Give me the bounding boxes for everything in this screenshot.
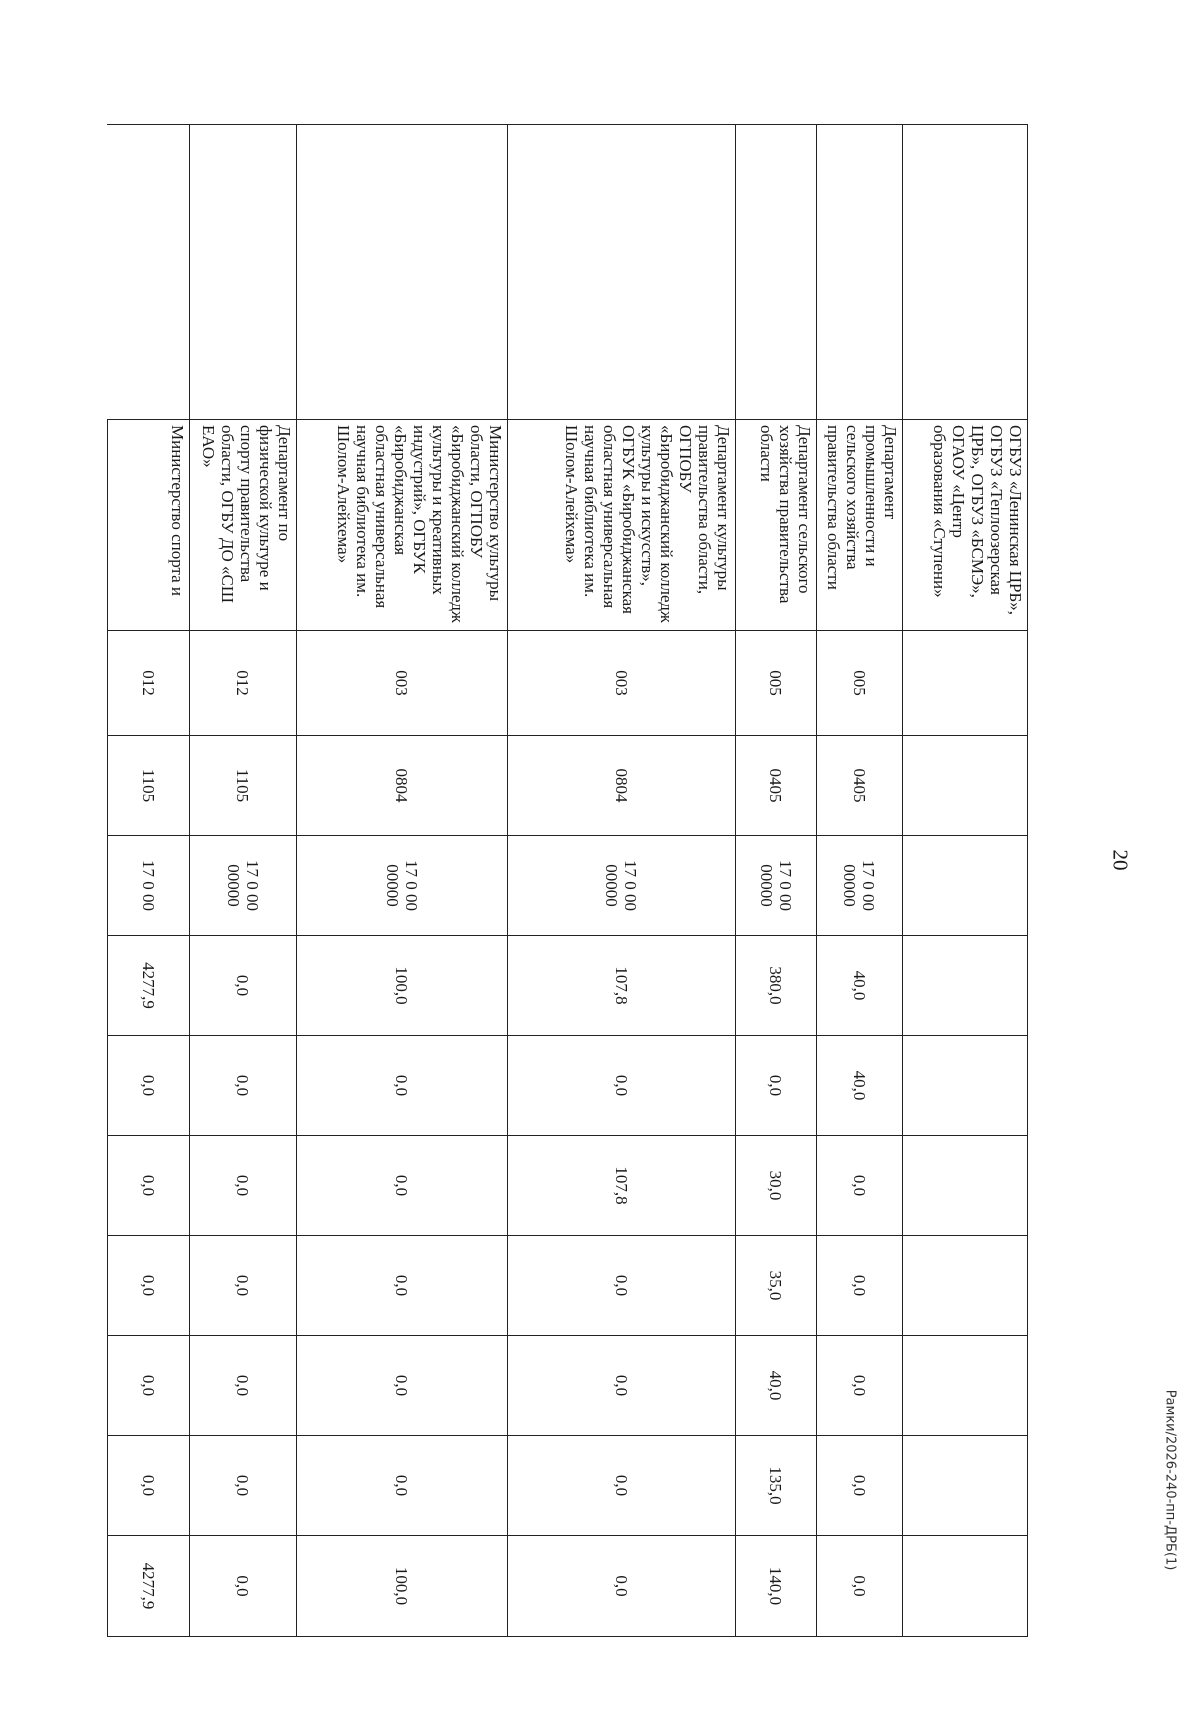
rz-cell: 1105 xyxy=(190,736,297,836)
grbs-cell: 005 xyxy=(817,631,903,736)
program-cell xyxy=(817,125,903,420)
year-cell: 0,0 xyxy=(190,1536,297,1637)
year-cell: 35,0 xyxy=(736,1236,817,1336)
year-cell: 0,0 xyxy=(190,1336,297,1436)
program-cell xyxy=(297,125,508,420)
csr-cell: 17 0 00 00000 xyxy=(736,836,817,936)
year-cell: 0,0 xyxy=(508,1336,736,1436)
program-cell xyxy=(903,125,1028,420)
rz-cell: 0405 xyxy=(817,736,903,836)
table-row xyxy=(508,125,736,1637)
rz-cell: 0405 xyxy=(736,736,817,836)
executor-cell: Департамент промышленности и сельского хозяйства правительства области xyxy=(817,420,903,631)
year-cell: 0,0 xyxy=(108,1036,190,1136)
year-cell: 0,0 xyxy=(508,1236,736,1336)
total-cell: 4277,9 xyxy=(108,936,190,1036)
year-cell xyxy=(903,1036,1028,1136)
year-cell: 0,0 xyxy=(297,1336,508,1436)
year-cell: 0,0 xyxy=(190,1236,297,1336)
table-row xyxy=(736,125,817,1637)
rz-cell xyxy=(903,736,1028,836)
executor-cell: Департамент сельского хозяйства правительства области xyxy=(736,420,817,631)
grbs-cell: 012 xyxy=(190,631,297,736)
year-cell: 0,0 xyxy=(817,1436,903,1536)
year-cell xyxy=(903,1136,1028,1236)
year-cell xyxy=(903,1336,1028,1436)
year-cell: 0,0 xyxy=(297,1136,508,1236)
year-cell: 0,0 xyxy=(297,1236,508,1336)
year-cell: 40,0 xyxy=(817,1036,903,1136)
csr-cell: 17 0 00 00000 xyxy=(297,836,508,936)
year-cell: 0,0 xyxy=(508,1436,736,1536)
year-cell: 0,0 xyxy=(190,1036,297,1136)
total-cell: 380,0 xyxy=(736,936,817,1036)
year-cell xyxy=(903,1536,1028,1637)
year-cell: 0,0 xyxy=(297,1436,508,1536)
year-cell: 0,0 xyxy=(108,1236,190,1336)
year-cell: 0,0 xyxy=(817,1536,903,1637)
year-cell: 4277,9 xyxy=(108,1536,190,1637)
grbs-cell xyxy=(903,631,1028,736)
table-row xyxy=(190,125,297,1637)
rotated-table-area xyxy=(108,124,1028,1636)
year-cell: 135,0 xyxy=(736,1436,817,1536)
csr-cell xyxy=(903,836,1028,936)
year-cell: 0,0 xyxy=(508,1536,736,1637)
executor-cell: Департамент культуры правительства области, ОГПОБУ «Биробиджанский колледж культуры и искусств», ОГБУК «Биробиджанская областная универсальная научная библиотека им. Шолом-Алейхема» xyxy=(508,420,736,631)
budget-table xyxy=(107,124,1028,1637)
table-row xyxy=(903,125,1028,1637)
program-cell xyxy=(108,125,190,420)
year-cell: 0,0 xyxy=(817,1136,903,1236)
year-cell: 100,0 xyxy=(297,1536,508,1637)
total-cell: 0,0 xyxy=(190,936,297,1036)
year-cell: 0,0 xyxy=(817,1236,903,1336)
grbs-cell: 003 xyxy=(508,631,736,736)
executor-cell: Департамент по физической культуре и спорту правительства области, ОГБУ ДО «СШ ЕАО» xyxy=(190,420,297,631)
executor-cell: ОГБУЗ «Ленинская ЦРБ», ОГБУЗ «Теплоозерская ЦРБ», ОГБУЗ «БСМЭ», ОГАОУ «Центр образования «Ступени» xyxy=(903,420,1028,631)
year-cell: 0,0 xyxy=(190,1136,297,1236)
csr-cell: 17 0 00 00000 xyxy=(508,836,736,936)
total-cell: 107,8 xyxy=(508,936,736,1036)
total-cell: 100,0 xyxy=(297,936,508,1036)
year-cell: 30,0 xyxy=(736,1136,817,1236)
total-cell xyxy=(903,936,1028,1036)
year-cell: 0,0 xyxy=(190,1436,297,1536)
rz-cell: 0804 xyxy=(508,736,736,836)
year-cell: 0,0 xyxy=(108,1136,190,1236)
year-cell xyxy=(903,1436,1028,1536)
page-number: 20 xyxy=(1108,849,1133,871)
table-row xyxy=(297,125,508,1637)
year-cell: 0,0 xyxy=(297,1036,508,1136)
document-code: Рамки/2026-240-пп-ДРБ(1) xyxy=(1162,1389,1178,1571)
program-cell xyxy=(190,125,297,420)
grbs-cell: 003 xyxy=(297,631,508,736)
executor-cell: Министерство спорта и xyxy=(108,420,190,631)
grbs-cell: 005 xyxy=(736,631,817,736)
year-cell: 0,0 xyxy=(508,1036,736,1136)
csr-cell: 17 0 00 00000 xyxy=(817,836,903,936)
year-cell: 140,0 xyxy=(736,1536,817,1637)
csr-cell: 17 0 00 00000 xyxy=(190,836,297,936)
rz-cell: 0804 xyxy=(297,736,508,836)
total-cell: 40,0 xyxy=(817,936,903,1036)
executor-cell: Министерство культуры области, ОГПОБУ «Биробиджанский колледж культуры и креативных индустрий», ОГБУК «Биробиджанская областная универсальная научная библиотека им. Шолом-Алейхема» xyxy=(297,420,508,631)
program-cell xyxy=(736,125,817,420)
year-cell xyxy=(903,1236,1028,1336)
table-row xyxy=(817,125,903,1637)
year-cell: 107,8 xyxy=(508,1136,736,1236)
csr-cell: 17 0 00 xyxy=(108,836,190,936)
year-cell: 0,0 xyxy=(108,1436,190,1536)
program-cell xyxy=(508,125,736,420)
year-cell: 0,0 xyxy=(736,1036,817,1136)
rz-cell: 1105 xyxy=(108,736,190,836)
year-cell: 40,0 xyxy=(736,1336,817,1436)
grbs-cell: 012 xyxy=(108,631,190,736)
year-cell: 0,0 xyxy=(108,1336,190,1436)
table-row xyxy=(108,125,190,1637)
year-cell: 0,0 xyxy=(817,1336,903,1436)
